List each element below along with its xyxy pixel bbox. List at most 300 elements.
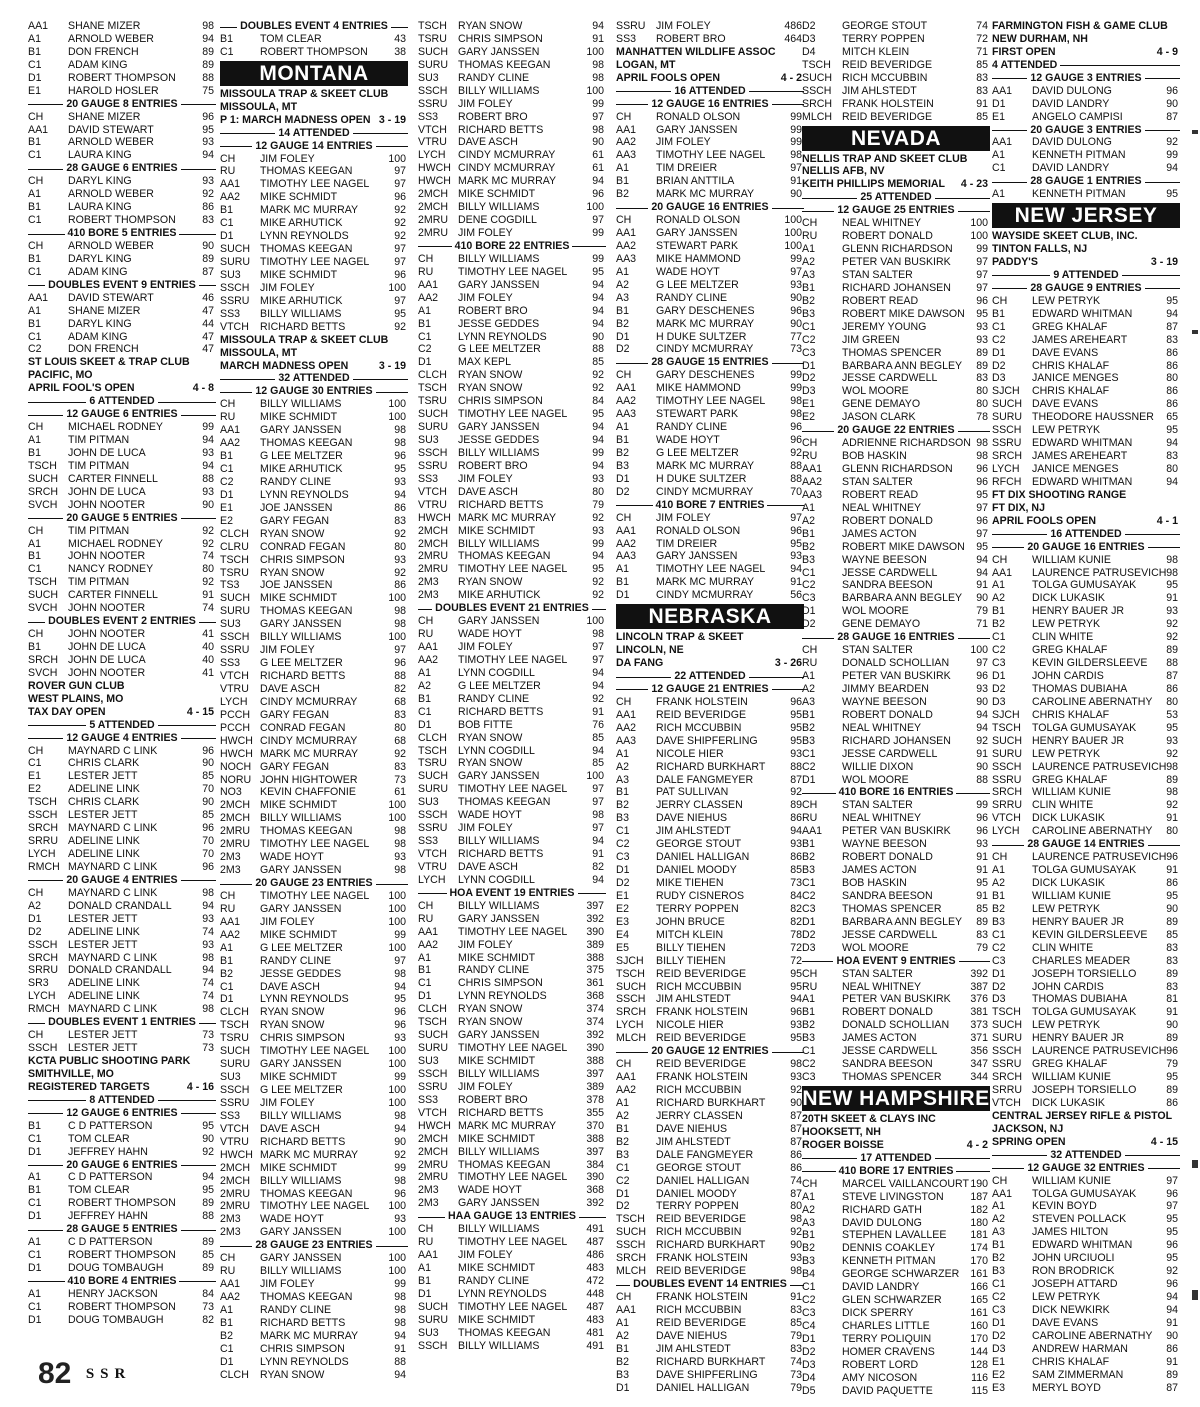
result-row [418, 499, 606, 512]
shooter-name: TERRY POPPEN [656, 1200, 739, 1213]
event-heading [220, 1239, 408, 1252]
class-code: SSCH [28, 938, 58, 951]
result-row [28, 939, 216, 952]
club-heading [616, 657, 804, 670]
shooter-name: MARK MC MURRAY [260, 1148, 359, 1161]
score: 389 [586, 938, 604, 951]
result-row [28, 111, 216, 124]
shooter-name: ADELINE LINK [68, 848, 140, 860]
result-row [802, 1178, 990, 1191]
club-heading [992, 489, 1180, 502]
class-code: RU [802, 657, 818, 670]
result-row [802, 722, 990, 735]
class-code: A1 [28, 434, 41, 446]
shooter-name: THOMAS KEEGAN [458, 58, 551, 71]
event-heading [28, 1159, 216, 1172]
shooter-name: MARK MC MURRAY [260, 204, 359, 217]
result-row [418, 1340, 606, 1353]
shooter-name: TIMOTHY LEE NAGEL [656, 149, 766, 162]
shooter-name: THOMAS KEEGAN [458, 1326, 551, 1339]
club-heading [220, 88, 408, 101]
class-code: A1 [220, 1303, 233, 1316]
result-row [28, 1146, 216, 1159]
class-code: SUCH [28, 472, 59, 485]
shooter-name: GARY JANSSEN [656, 227, 738, 239]
event-heading [28, 227, 216, 240]
class-code: CH [802, 967, 818, 980]
shooter-name: PETER VAN BUSKIRK [842, 993, 951, 1006]
shooter-name: SHANE MIZER [68, 20, 141, 32]
shooter-name: TIMOTHY LEE NAGEL [260, 838, 370, 851]
shooter-name: WILLIAM KUNIE [1032, 1174, 1111, 1187]
class-code: C2 [992, 333, 1006, 346]
event-label: 410 BORE 22 ENTRIES [452, 240, 573, 253]
score: 83 [394, 760, 406, 773]
shooter-name: MIKE SCHMIDT [458, 1132, 536, 1145]
score: 73 [202, 1042, 214, 1055]
shooter-name: HOMER CRAVENS [842, 1345, 935, 1358]
score: 79 [790, 1329, 802, 1342]
result-row [802, 360, 990, 373]
shooter-name: RUDY CISNEROS [656, 889, 745, 902]
class-code: SSRU [418, 1080, 448, 1093]
class-code: A1 [802, 501, 815, 514]
result-row [220, 33, 408, 46]
result-row [418, 305, 606, 318]
class-code: CLRU [220, 540, 249, 553]
result-row [616, 188, 804, 201]
class-code: A1 [616, 1096, 629, 1109]
class-code: 2M3 [220, 1213, 241, 1226]
club-heading [616, 59, 804, 72]
shooter-name: GLEN SCHWARZER [842, 1294, 942, 1307]
shooter-name: ROBERT THOMPSON [68, 1300, 176, 1313]
shooter-name: GARY JANSSEN [656, 123, 738, 136]
class-code: VTCH [418, 485, 447, 498]
result-row [802, 541, 990, 554]
class-code: A1 [992, 188, 1005, 201]
event-heading [802, 631, 990, 644]
heading-text: MISSOULA TRAP & SKEET CLUB [220, 333, 389, 346]
score: 89 [976, 346, 988, 359]
class-code: C1 [992, 320, 1006, 333]
class-code: CH [616, 214, 632, 227]
event-heading [28, 279, 216, 292]
result-row [28, 745, 216, 758]
score: 170 [970, 1255, 988, 1268]
result-row [418, 434, 606, 447]
score: 40 [202, 641, 214, 653]
class-code: D3 [992, 372, 1006, 385]
class-code: AA1 [616, 382, 637, 395]
class-code: RU [802, 450, 818, 463]
shooter-name: JAMES ACTON [842, 1032, 917, 1045]
class-code: AA3 [802, 488, 823, 501]
shooter-name: JESSE CARDWELL [842, 747, 938, 760]
shooter-name: RICHARD BETTS [260, 320, 346, 333]
result-row [616, 1149, 804, 1162]
shooter-name: ADAM KING [68, 265, 128, 278]
result-row [418, 1262, 606, 1275]
event-label: DOUBLES EVENT 9 ENTRIES [45, 279, 199, 292]
class-code: SS3 [220, 1109, 241, 1122]
class-code: RU [802, 980, 818, 993]
score: 92 [790, 786, 802, 799]
class-code: C1 [220, 45, 234, 58]
shooter-name: BOB HASKIN [842, 877, 907, 889]
shooter-name: DAVID LANDRY [842, 1281, 920, 1294]
score: 98 [202, 951, 214, 964]
class-code: SU3 [220, 1071, 241, 1084]
class-code: D1 [992, 1316, 1006, 1329]
shooter-name: CHRIS KHALAF [1032, 1355, 1110, 1368]
shooter-name: ADELINE LINK [68, 977, 140, 990]
score: 99 [592, 537, 604, 550]
shooter-name: CINDY MCMURRAY [260, 734, 358, 747]
results-column [616, 20, 804, 1394]
score: 94 [202, 149, 214, 162]
class-code: VTCH [418, 848, 447, 860]
class-code: A1 [992, 1200, 1005, 1213]
shooter-name: PETER VAN BUSKIRK [842, 256, 951, 268]
class-code: C1 [28, 757, 42, 770]
event-heading [802, 955, 990, 968]
class-code: CH [616, 1058, 632, 1071]
score: 166 [970, 1281, 988, 1294]
score: 90 [976, 695, 988, 708]
score: 116 [971, 1371, 988, 1384]
score: 93 [1166, 605, 1178, 618]
shooter-name: DONALD CRANDALL [68, 899, 172, 912]
shooter-name: TIMOTHY LEE NAGEL [458, 783, 568, 796]
result-row [418, 926, 606, 939]
class-code: SUCH [28, 589, 59, 602]
class-code: A1 [616, 265, 629, 278]
result-row [802, 98, 990, 111]
shooter-name: NEAL WHITNEY [842, 812, 922, 825]
class-code: SSCH [418, 1067, 448, 1080]
result-row [802, 308, 990, 321]
shooter-name: THOMAS KEEGAN [260, 243, 353, 256]
score: 390 [586, 1042, 604, 1055]
shooter-name: JOHN DE LUCA [68, 641, 146, 653]
score: 94 [592, 434, 604, 446]
result-row [992, 111, 1180, 124]
score: 97 [976, 501, 988, 514]
class-code: E1 [992, 110, 1005, 123]
class-code: SSCH [418, 84, 448, 97]
result-row [418, 1159, 606, 1172]
event-label: 410 BORE 17 ENTRIES [836, 1165, 957, 1178]
class-code: D1 [802, 605, 816, 618]
class-code: B3 [802, 864, 815, 877]
class-code: SRCH [992, 1071, 1023, 1084]
score: 96 [394, 1006, 406, 1019]
score: 95 [976, 488, 988, 501]
result-row [28, 796, 216, 809]
shooter-name: MARK MC MURRAY [260, 1329, 359, 1342]
result-row [220, 903, 408, 916]
result-row [992, 1278, 1180, 1291]
class-code: 2M3 [418, 576, 439, 589]
shooter-name: JOSEPH ATTARD [1032, 1278, 1118, 1291]
score: 381 [970, 1006, 988, 1019]
class-code: C3 [802, 1071, 816, 1084]
class-code: D1 [616, 589, 630, 602]
class-code: B2 [802, 1019, 815, 1032]
shooter-name: FRANK HOLSTEIN [656, 1252, 748, 1265]
shooter-name: JIM GREEN [842, 333, 900, 346]
result-row [802, 502, 990, 515]
score: 86 [1166, 398, 1178, 411]
class-code: C2 [802, 1058, 816, 1071]
result-row [28, 343, 216, 356]
score: 384 [586, 1158, 604, 1171]
score: 90 [790, 188, 802, 201]
score: 93 [790, 278, 802, 291]
class-code: D2 [992, 359, 1006, 372]
score: 83 [1166, 941, 1178, 954]
class-code: A3 [802, 695, 815, 708]
score: 94 [202, 459, 214, 472]
score: 97 [592, 110, 604, 123]
class-code: C2 [802, 889, 816, 902]
class-code: SSRU [616, 20, 646, 32]
result-row [418, 952, 606, 965]
shooter-name: BILLY WILLIAMS [458, 1339, 540, 1352]
club-heading [28, 369, 216, 382]
result-row [28, 124, 216, 137]
event-date: 4 - 16 [186, 1080, 214, 1093]
shooter-name: BILLY TIEHEN [656, 954, 726, 967]
score: 92 [202, 537, 214, 550]
shooter-name: RICHARD BETTS [260, 1316, 346, 1329]
score: 144 [970, 1345, 988, 1358]
score: 87 [1166, 320, 1178, 333]
result-row [616, 149, 804, 162]
shooter-name: RICHARD JOHANSEN [842, 281, 951, 294]
margin-mark [1192, 1160, 1198, 1168]
class-code: B2 [220, 1329, 233, 1342]
shooter-name: DAVE ASCH [260, 980, 320, 993]
result-row [418, 175, 606, 188]
score: 94 [202, 32, 214, 45]
class-code: 2MRU [220, 1187, 251, 1200]
score: 87 [1166, 670, 1178, 682]
class-code: D1 [418, 1287, 432, 1300]
class-code: B1 [28, 45, 41, 58]
class-code: 2MCH [418, 524, 449, 537]
class-code: B3 [802, 307, 815, 320]
heading-text: ROGER BOISSE [802, 1138, 884, 1151]
shooter-name: DARYL KING [68, 252, 132, 265]
result-row [418, 486, 606, 499]
class-code: B1 [28, 446, 41, 459]
shooter-name: H DUKE SULTZER [656, 472, 747, 485]
result-row [992, 567, 1180, 580]
heading-text: 20TH SKEET & CLAYS INC [802, 1113, 936, 1125]
class-code: D4 [802, 1371, 816, 1384]
class-code: SR3 [28, 977, 49, 990]
shooter-name: JAMES ACTON [842, 527, 917, 540]
class-code: D2 [802, 618, 816, 631]
shooter-name: JOHN CARDIS [1032, 980, 1104, 993]
class-code: B1 [992, 307, 1005, 320]
score: 90 [202, 796, 214, 809]
score: 100 [586, 770, 604, 783]
result-row [220, 799, 408, 812]
class-code: AA1 [28, 20, 49, 32]
score: 93 [1166, 734, 1178, 747]
result-row [28, 85, 216, 98]
class-code: C4 [802, 1320, 816, 1332]
result-row [802, 748, 990, 761]
score: 100 [388, 631, 406, 644]
class-code: D3 [802, 1358, 816, 1371]
shooter-name: STAN SALTER [842, 475, 913, 488]
result-row [616, 434, 804, 447]
class-code: D1 [802, 915, 816, 928]
class-code: AA2 [616, 395, 637, 408]
shooter-name: C D PATTERSON [68, 1171, 153, 1184]
score: 41 [202, 628, 214, 641]
class-code: D2 [28, 925, 42, 938]
score: 74 [202, 977, 214, 990]
event-label: 20 GAUGE 5 ENTRIES [63, 512, 180, 525]
heading-text: CENTRAL JERSEY RIFLE & PISTOL [992, 1109, 1173, 1122]
event-heading [28, 732, 216, 745]
result-row [28, 331, 216, 344]
class-code: 2M3 [220, 1226, 241, 1239]
score: 99 [592, 252, 604, 265]
shooter-name: ADELINE LINK [68, 990, 140, 1003]
result-row [418, 1120, 606, 1133]
score: 92 [790, 446, 802, 459]
score: 472 [586, 1274, 604, 1287]
shooter-name: FRANK HOLSTEIN [656, 1291, 748, 1303]
shooter-name: FRANK HOLSTEIN [842, 97, 934, 110]
shooter-name: WOL MOORE [842, 605, 909, 618]
club-heading [992, 502, 1180, 515]
result-row [616, 851, 804, 864]
class-code: B2 [616, 799, 629, 812]
event-label: 20 GAUGE 4 ENTRIES [63, 874, 180, 887]
result-row [220, 321, 408, 334]
score: 98 [1166, 553, 1178, 566]
result-row [802, 1242, 990, 1255]
class-code: SSCH [992, 760, 1022, 773]
class-code: C1 [220, 217, 234, 230]
score: 91 [790, 1291, 802, 1303]
result-row [418, 279, 606, 292]
class-code: B1 [616, 434, 629, 446]
club-heading [802, 165, 990, 178]
score: 87 [790, 1122, 802, 1135]
shooter-name: THOMAS KEEGAN [260, 165, 353, 178]
score: 74 [790, 1355, 802, 1368]
class-code: 2MCH [220, 1161, 251, 1174]
class-code: SRCH [802, 97, 833, 110]
class-code: SUCH [418, 770, 449, 783]
shooter-name: CARTER FINNELL [68, 472, 158, 485]
result-row [992, 437, 1180, 450]
shooter-name: RICHARD BURKHART [656, 760, 766, 773]
shooter-name: MARK MC MURRAY [458, 175, 557, 188]
result-row [220, 942, 408, 955]
class-code: 2M3 [220, 864, 241, 877]
result-row [220, 411, 408, 424]
shooter-name: GARY JANSSEN [656, 550, 738, 563]
score: 92 [202, 1145, 214, 1158]
score: 87 [1166, 110, 1178, 123]
score: 376 [970, 993, 988, 1006]
score: 95 [790, 537, 802, 550]
result-row [992, 360, 1180, 373]
result-row [418, 162, 606, 175]
shooter-name: RANDY CLINE [458, 1274, 530, 1287]
shooter-name: ROBERT BRO [458, 459, 528, 472]
result-row [220, 282, 408, 295]
shooter-name: RYAN SNOW [458, 20, 523, 32]
score: 91 [1166, 1316, 1178, 1329]
result-row [418, 874, 606, 887]
result-row [802, 825, 990, 838]
class-code: SU3 [220, 268, 241, 281]
score: 94 [1166, 162, 1178, 175]
shooter-name: LEW PETRYK [1032, 1291, 1101, 1303]
score: 94 [202, 1171, 214, 1184]
result-row [992, 670, 1180, 683]
shooter-name: RICH MCCUBBIN [656, 1303, 742, 1316]
result-row [418, 20, 606, 33]
shooter-name: DARYL KING [68, 317, 132, 330]
result-row [616, 512, 804, 525]
shooter-name: THOMAS KEEGAN [260, 437, 353, 450]
shooter-name: CHRIS SIMPSON [458, 32, 543, 45]
result-row [616, 136, 804, 149]
result-row [802, 618, 990, 631]
shooter-name: DAVID DULONG [842, 1216, 922, 1229]
class-code: VTRU [220, 682, 249, 695]
class-code: D2 [992, 980, 1006, 993]
score: 82 [790, 902, 802, 915]
class-code: HWCH [220, 1148, 253, 1161]
shooter-name: JIM FOLEY [260, 644, 315, 657]
event-label: 32 ATTENDED [1047, 1149, 1124, 1162]
shooter-name: MARK MC MURRAY [656, 576, 755, 589]
shooter-name: MIKE HAMMOND [656, 382, 741, 395]
class-code: AA3 [616, 149, 637, 162]
class-code: C3 [992, 1303, 1006, 1316]
class-code: SUCH [418, 408, 449, 421]
shooter-name: GARY JANSSEN [260, 424, 342, 437]
result-row [616, 253, 804, 266]
heading-text: PACIFIC, MO [28, 369, 93, 382]
shooter-name: ROBERT READ [842, 488, 919, 501]
event-label: DOUBLES EVENT 1 ENTRIES [45, 1016, 199, 1029]
score: 95 [202, 1184, 214, 1197]
score: 86 [790, 851, 802, 864]
class-code: CH [28, 1029, 44, 1042]
event-label: 28 GAUGE 14 ENTRIES [1024, 838, 1147, 851]
event-heading [992, 72, 1180, 85]
result-row [220, 1343, 408, 1356]
shooter-name: HENRY BAUER JR [1032, 1032, 1125, 1045]
score: 100 [388, 1200, 406, 1213]
class-code: B1 [28, 641, 41, 653]
class-code: RFCH [992, 475, 1022, 488]
score: 491 [586, 1223, 604, 1236]
